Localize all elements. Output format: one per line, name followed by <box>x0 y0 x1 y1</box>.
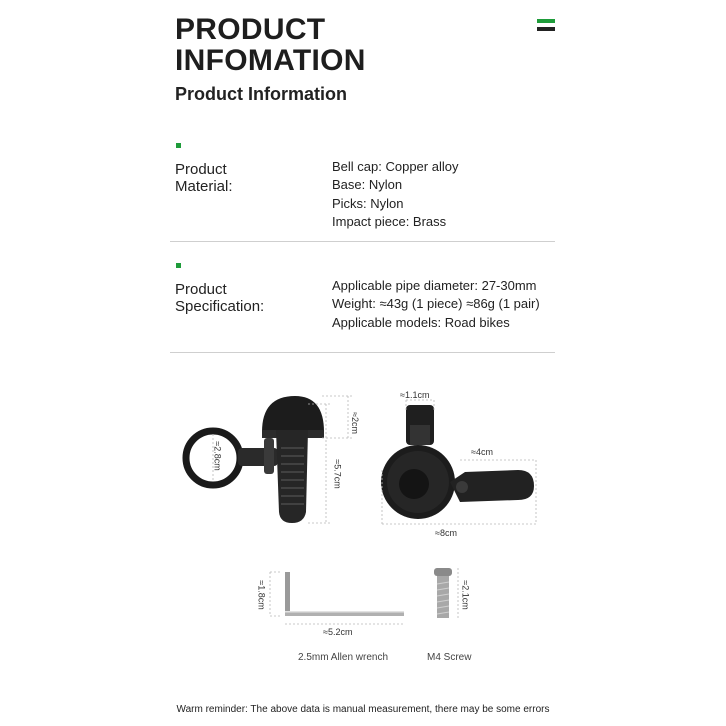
front-view-bell-image <box>381 405 534 519</box>
wrench-dimension-lines <box>270 572 404 624</box>
material-value: Base: Nylon <box>332 177 403 193</box>
dim-front-clamp: ≈4cm <box>471 447 493 457</box>
side-view-bell-image <box>186 396 324 523</box>
spec-label-line2: Specification: <box>175 298 265 315</box>
warm-reminder-footer: Warm reminder: The above data is manual measurement, there may be some errors <box>176 704 550 715</box>
m4-screw-image <box>434 568 452 618</box>
dim-wrench-length: ≈5.2cm <box>323 627 353 637</box>
dim-side-clamp: ≈2.8cm <box>212 441 223 471</box>
dim-front-top: ≈1.1cm <box>400 390 430 400</box>
dim-side-height: ≈5.7cm <box>332 459 343 489</box>
dim-side-cap: ≈2cm <box>349 412 360 434</box>
material-label-line2: Material: <box>175 178 233 195</box>
dim-wrench-height: ≈1.8cm <box>256 580 267 610</box>
spec-value: Weight: ≈43g (1 piece) ≈86g (1 pair) <box>332 296 540 312</box>
spec-value: Applicable models: Road bikes <box>332 314 510 330</box>
dim-screw-length: ≈2.1cm <box>460 580 471 610</box>
allen-wrench-image <box>285 572 404 616</box>
page-subtitle: Product Information <box>175 84 347 104</box>
screw-caption: M4 Screw <box>427 652 472 663</box>
spec-label-line1: Product <box>175 281 227 298</box>
title-line-2: INFOMATION <box>175 44 366 77</box>
material-value: Bell cap: Copper alloy <box>332 159 459 174</box>
material-value: Picks: Nylon <box>332 195 404 211</box>
spec-value: Applicable pipe diameter: 27-30mm <box>332 278 537 293</box>
material-value: Impact piece: Brass <box>332 213 447 229</box>
material-label-line1: Product <box>175 161 227 178</box>
dim-front-width: ≈8cm <box>435 528 457 538</box>
wrench-caption: 2.5mm Allen wrench <box>298 652 389 663</box>
title-line-1: PRODUCT <box>175 13 326 46</box>
